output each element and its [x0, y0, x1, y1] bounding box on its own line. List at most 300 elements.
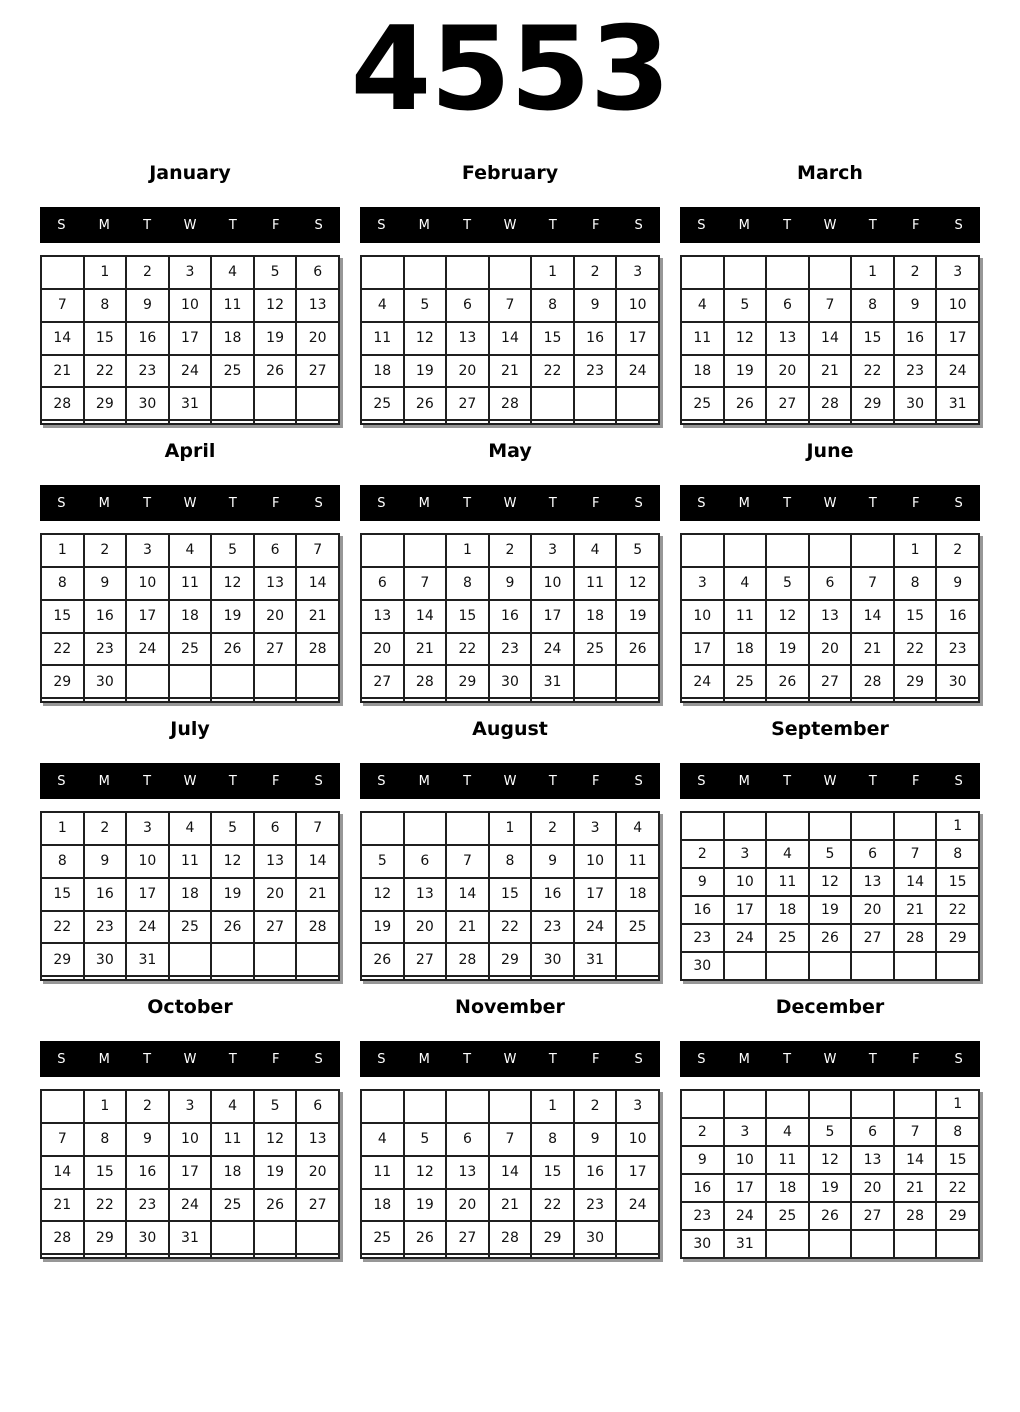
empty-day-cell: [894, 698, 937, 702]
empty-day-cell: [361, 1254, 404, 1258]
day-cell: 2: [126, 256, 169, 289]
day-cell: 30: [681, 952, 724, 980]
day-cell: 6: [446, 1123, 489, 1156]
day-cell: 4: [211, 1090, 254, 1123]
day-cell: 17: [936, 322, 979, 355]
weekday-label: M: [418, 217, 430, 233]
day-cell: 2: [126, 1090, 169, 1123]
empty-day-cell: [724, 1090, 767, 1118]
day-cell: 25: [169, 633, 212, 666]
empty-day-cell: [851, 1090, 894, 1118]
weekday-label: S: [57, 495, 66, 511]
week-row: [41, 567, 339, 600]
empty-day-cell: [84, 1254, 127, 1258]
day-cell: 27: [809, 665, 852, 698]
weekday-label: W: [503, 773, 517, 789]
day-cell: 31: [936, 387, 979, 420]
weekday-header-bar: [360, 485, 660, 521]
empty-day-cell: [851, 420, 894, 424]
day-cell: 18: [616, 878, 659, 911]
day-cell: 9: [126, 1123, 169, 1156]
week-row: [681, 420, 979, 424]
day-cell: 3: [169, 256, 212, 289]
empty-day-cell: [489, 1090, 532, 1123]
week-row: [681, 322, 979, 355]
empty-day-cell: [531, 1254, 574, 1258]
weekday-label: T: [463, 1051, 472, 1067]
day-cell: 28: [296, 911, 339, 944]
empty-day-cell: [574, 665, 617, 698]
empty-day-cell: [169, 698, 212, 702]
day-cell: 6: [254, 534, 297, 567]
day-cell: 5: [766, 567, 809, 600]
day-cell: 18: [766, 896, 809, 924]
day-cell: 8: [531, 1123, 574, 1156]
weekday-label: S: [697, 773, 706, 789]
empty-day-cell: [211, 665, 254, 698]
empty-day-cell: [41, 698, 84, 702]
day-cell: 20: [296, 322, 339, 355]
empty-day-cell: [616, 387, 659, 420]
day-cell: 21: [809, 355, 852, 388]
week-row: [361, 845, 659, 878]
day-cell: 22: [489, 911, 532, 944]
day-cell: 11: [169, 567, 212, 600]
day-cell: 26: [211, 911, 254, 944]
day-cell: 21: [851, 633, 894, 666]
day-cell: 10: [574, 845, 617, 878]
empty-day-cell: [681, 698, 724, 702]
empty-day-cell: [296, 420, 339, 424]
empty-day-cell: [724, 952, 767, 980]
day-cell: 20: [446, 1189, 489, 1222]
day-cell: 15: [531, 1156, 574, 1189]
day-cell: 19: [211, 878, 254, 911]
day-cell: 11: [616, 845, 659, 878]
month-title: October: [147, 996, 233, 1018]
empty-day-cell: [574, 420, 617, 424]
weekday-header-bar: [680, 1041, 980, 1077]
day-cell: 6: [851, 840, 894, 868]
day-cell: 4: [361, 1123, 404, 1156]
day-cell: 8: [936, 1118, 979, 1146]
day-cell: 13: [446, 1156, 489, 1189]
week-row: [361, 943, 659, 976]
empty-day-cell: [169, 1254, 212, 1258]
day-cell: 26: [724, 387, 767, 420]
empty-day-cell: [531, 698, 574, 702]
day-cell: 31: [126, 943, 169, 976]
empty-day-cell: [489, 698, 532, 702]
empty-day-cell: [254, 387, 297, 420]
day-cell: 28: [489, 1221, 532, 1254]
day-cell: 20: [809, 633, 852, 666]
day-cell: 15: [531, 322, 574, 355]
week-row: [681, 952, 979, 980]
weekday-label: S: [377, 217, 386, 233]
day-cell: 9: [84, 567, 127, 600]
day-cell: 24: [574, 911, 617, 944]
empty-day-cell: [766, 1230, 809, 1258]
day-cell: 30: [84, 665, 127, 698]
day-cell: 14: [446, 878, 489, 911]
week-row: [361, 976, 659, 980]
day-cell: 19: [211, 600, 254, 633]
week-row: [681, 840, 979, 868]
day-cell: 27: [404, 943, 447, 976]
day-cell: 12: [809, 868, 852, 896]
empty-day-cell: [296, 943, 339, 976]
day-cell: 23: [894, 355, 937, 388]
day-cell: 12: [254, 289, 297, 322]
day-cell: 18: [169, 878, 212, 911]
day-cell: 28: [41, 387, 84, 420]
weekday-label: S: [57, 1051, 66, 1067]
month-title: February: [461, 162, 559, 184]
month-day-grid: [360, 533, 660, 703]
week-row: [41, 911, 339, 944]
empty-day-cell: [809, 698, 852, 702]
day-cell: 29: [41, 943, 84, 976]
day-cell: 25: [574, 633, 617, 666]
day-cell: 18: [211, 322, 254, 355]
day-cell: 30: [681, 1230, 724, 1258]
weekday-label: W: [503, 1051, 517, 1067]
day-cell: 26: [404, 387, 447, 420]
empty-day-cell: [724, 420, 767, 424]
day-cell: 3: [681, 567, 724, 600]
day-cell: 9: [936, 567, 979, 600]
week-row: [681, 698, 979, 702]
day-cell: 13: [361, 600, 404, 633]
day-cell: 14: [894, 1146, 937, 1174]
empty-day-cell: [616, 943, 659, 976]
empty-day-cell: [361, 812, 404, 845]
day-cell: 21: [41, 355, 84, 388]
day-cell: 19: [809, 896, 852, 924]
day-cell: 28: [894, 924, 937, 952]
day-cell: 9: [531, 845, 574, 878]
week-row: [361, 567, 659, 600]
weekday-label: W: [183, 1051, 197, 1067]
week-row: [41, 812, 339, 845]
day-cell: 23: [84, 633, 127, 666]
day-cell: 22: [41, 633, 84, 666]
week-row: [681, 289, 979, 322]
empty-day-cell: [41, 976, 84, 980]
day-cell: 23: [574, 1189, 617, 1222]
weekday-label: S: [314, 773, 323, 789]
weekday-label: T: [783, 1051, 792, 1067]
weekday-label: M: [418, 773, 430, 789]
day-cell: 24: [169, 1189, 212, 1222]
empty-day-cell: [211, 976, 254, 980]
month-title: January: [149, 162, 231, 184]
day-cell: 5: [254, 1090, 297, 1123]
empty-day-cell: [574, 976, 617, 980]
weekday-label: S: [634, 217, 643, 233]
week-row: [681, 1118, 979, 1146]
day-cell: 22: [851, 355, 894, 388]
day-cell: 18: [766, 1174, 809, 1202]
day-cell: 12: [616, 567, 659, 600]
day-cell: 26: [254, 1189, 297, 1222]
week-row: [361, 1123, 659, 1156]
day-cell: 29: [84, 387, 127, 420]
day-cell: 24: [724, 924, 767, 952]
day-cell: 3: [531, 534, 574, 567]
day-cell: 25: [616, 911, 659, 944]
weekday-label: M: [418, 495, 430, 511]
day-cell: 10: [126, 567, 169, 600]
empty-day-cell: [84, 976, 127, 980]
day-cell: 26: [404, 1221, 447, 1254]
empty-day-cell: [936, 420, 979, 424]
day-cell: 7: [296, 534, 339, 567]
day-cell: 21: [446, 911, 489, 944]
day-cell: 13: [296, 289, 339, 322]
weekday-label: T: [228, 217, 237, 233]
month-day-grid: [40, 255, 340, 425]
weekday-label: W: [823, 495, 837, 511]
day-cell: 4: [574, 534, 617, 567]
week-row: [41, 845, 339, 878]
day-cell: 17: [724, 1174, 767, 1202]
day-cell: 16: [936, 600, 979, 633]
day-cell: 16: [84, 600, 127, 633]
day-cell: 20: [254, 878, 297, 911]
week-row: [681, 256, 979, 289]
empty-day-cell: [851, 952, 894, 980]
day-cell: 29: [936, 1202, 979, 1230]
day-cell: 21: [489, 1189, 532, 1222]
week-row: [41, 355, 339, 388]
day-cell: 17: [531, 600, 574, 633]
empty-day-cell: [41, 1254, 84, 1258]
day-cell: 27: [254, 911, 297, 944]
day-cell: 16: [574, 1156, 617, 1189]
day-cell: 12: [211, 845, 254, 878]
weekday-label: S: [57, 217, 66, 233]
day-cell: 16: [126, 1156, 169, 1189]
day-cell: 1: [531, 256, 574, 289]
empty-day-cell: [169, 976, 212, 980]
weekday-label: S: [697, 1051, 706, 1067]
day-cell: 29: [851, 387, 894, 420]
weekday-label: T: [228, 773, 237, 789]
weekday-label: T: [548, 1051, 557, 1067]
day-cell: 28: [809, 387, 852, 420]
weekday-label: M: [738, 1051, 750, 1067]
month-block: [40, 428, 340, 706]
day-cell: 1: [531, 1090, 574, 1123]
weekday-label: F: [591, 217, 600, 233]
weekday-label: T: [868, 495, 877, 511]
day-cell: 13: [851, 1146, 894, 1174]
empty-day-cell: [254, 698, 297, 702]
day-cell: 28: [446, 943, 489, 976]
weekday-label: F: [271, 1051, 280, 1067]
month-title: September: [771, 718, 889, 740]
day-cell: 17: [169, 322, 212, 355]
day-cell: 24: [681, 665, 724, 698]
day-cell: 22: [936, 1174, 979, 1202]
day-cell: 11: [211, 289, 254, 322]
empty-day-cell: [446, 1090, 489, 1123]
day-cell: 27: [254, 633, 297, 666]
week-row: [41, 534, 339, 567]
empty-day-cell: [724, 812, 767, 840]
day-cell: 13: [296, 1123, 339, 1156]
day-cell: 8: [446, 567, 489, 600]
weekday-label: T: [868, 217, 877, 233]
weekday-label: F: [271, 773, 280, 789]
day-cell: 7: [489, 1123, 532, 1156]
day-cell: 31: [574, 943, 617, 976]
empty-day-cell: [296, 1254, 339, 1258]
day-cell: 30: [84, 943, 127, 976]
day-cell: 13: [404, 878, 447, 911]
empty-day-cell: [361, 534, 404, 567]
empty-day-cell: [254, 1221, 297, 1254]
weekday-header-bar: [360, 207, 660, 243]
weekday-label: M: [98, 1051, 110, 1067]
empty-day-cell: [894, 1090, 937, 1118]
day-cell: 19: [404, 1189, 447, 1222]
day-cell: 9: [894, 289, 937, 322]
day-cell: 19: [361, 911, 404, 944]
day-cell: 10: [126, 845, 169, 878]
empty-day-cell: [616, 1254, 659, 1258]
empty-day-cell: [531, 976, 574, 980]
weekday-label: S: [57, 773, 66, 789]
day-cell: 13: [766, 322, 809, 355]
weekday-header-bar: [680, 763, 980, 799]
weekday-label: S: [314, 1051, 323, 1067]
weekday-label: W: [823, 773, 837, 789]
empty-day-cell: [211, 698, 254, 702]
day-cell: 29: [489, 943, 532, 976]
day-cell: 7: [489, 289, 532, 322]
week-row: [681, 1174, 979, 1202]
day-cell: 22: [84, 1189, 127, 1222]
empty-day-cell: [766, 952, 809, 980]
day-cell: 24: [169, 355, 212, 388]
weekday-label: S: [634, 773, 643, 789]
day-cell: 10: [169, 289, 212, 322]
month-day-grid: [40, 1089, 340, 1259]
weekday-label: F: [591, 495, 600, 511]
day-cell: 30: [126, 1221, 169, 1254]
weekday-label: T: [463, 495, 472, 511]
day-cell: 26: [809, 1202, 852, 1230]
weekday-label: S: [634, 1051, 643, 1067]
day-cell: 30: [531, 943, 574, 976]
day-cell: 1: [41, 534, 84, 567]
week-row: [681, 355, 979, 388]
empty-day-cell: [809, 534, 852, 567]
day-cell: 23: [936, 633, 979, 666]
day-cell: 7: [41, 1123, 84, 1156]
day-cell: 23: [489, 633, 532, 666]
day-cell: 2: [84, 534, 127, 567]
empty-day-cell: [766, 1090, 809, 1118]
day-cell: 22: [531, 355, 574, 388]
week-row: [681, 665, 979, 698]
day-cell: 26: [616, 633, 659, 666]
week-row: [681, 567, 979, 600]
day-cell: 23: [84, 911, 127, 944]
day-cell: 30: [574, 1221, 617, 1254]
day-cell: 6: [296, 1090, 339, 1123]
weekday-label: T: [463, 773, 472, 789]
day-cell: 1: [936, 812, 979, 840]
empty-day-cell: [531, 387, 574, 420]
day-cell: 1: [936, 1090, 979, 1118]
month-title: July: [170, 718, 210, 740]
day-cell: 15: [84, 322, 127, 355]
day-cell: 8: [894, 567, 937, 600]
day-cell: 11: [681, 322, 724, 355]
day-cell: 13: [809, 600, 852, 633]
day-cell: 20: [404, 911, 447, 944]
day-cell: 3: [574, 812, 617, 845]
empty-day-cell: [126, 698, 169, 702]
day-cell: 28: [41, 1221, 84, 1254]
week-row: [681, 1230, 979, 1258]
empty-day-cell: [936, 1230, 979, 1258]
day-cell: 13: [851, 868, 894, 896]
week-row: [361, 911, 659, 944]
day-cell: 10: [531, 567, 574, 600]
day-cell: 28: [296, 633, 339, 666]
day-cell: 24: [531, 633, 574, 666]
empty-day-cell: [84, 698, 127, 702]
day-cell: 2: [574, 1090, 617, 1123]
week-row: [361, 420, 659, 424]
empty-day-cell: [809, 1230, 852, 1258]
day-cell: 22: [41, 911, 84, 944]
weekday-label: T: [783, 495, 792, 511]
day-cell: 5: [254, 256, 297, 289]
weekday-header-bar: [40, 207, 340, 243]
weekday-header-bar: [680, 207, 980, 243]
weekday-label: S: [697, 217, 706, 233]
empty-day-cell: [361, 698, 404, 702]
day-cell: 10: [616, 1123, 659, 1156]
weekday-label: S: [377, 495, 386, 511]
day-cell: 18: [681, 355, 724, 388]
day-cell: 7: [851, 567, 894, 600]
day-cell: 5: [404, 1123, 447, 1156]
day-cell: 18: [211, 1156, 254, 1189]
day-cell: 12: [809, 1146, 852, 1174]
day-cell: 18: [574, 600, 617, 633]
day-cell: 24: [616, 1189, 659, 1222]
day-cell: 3: [169, 1090, 212, 1123]
weekday-label: F: [911, 495, 920, 511]
empty-day-cell: [404, 256, 447, 289]
day-cell: 25: [169, 911, 212, 944]
empty-day-cell: [126, 665, 169, 698]
day-cell: 2: [84, 812, 127, 845]
day-cell: 24: [126, 911, 169, 944]
empty-day-cell: [766, 420, 809, 424]
empty-day-cell: [681, 812, 724, 840]
week-row: [681, 868, 979, 896]
week-row: [41, 1156, 339, 1189]
empty-day-cell: [169, 665, 212, 698]
